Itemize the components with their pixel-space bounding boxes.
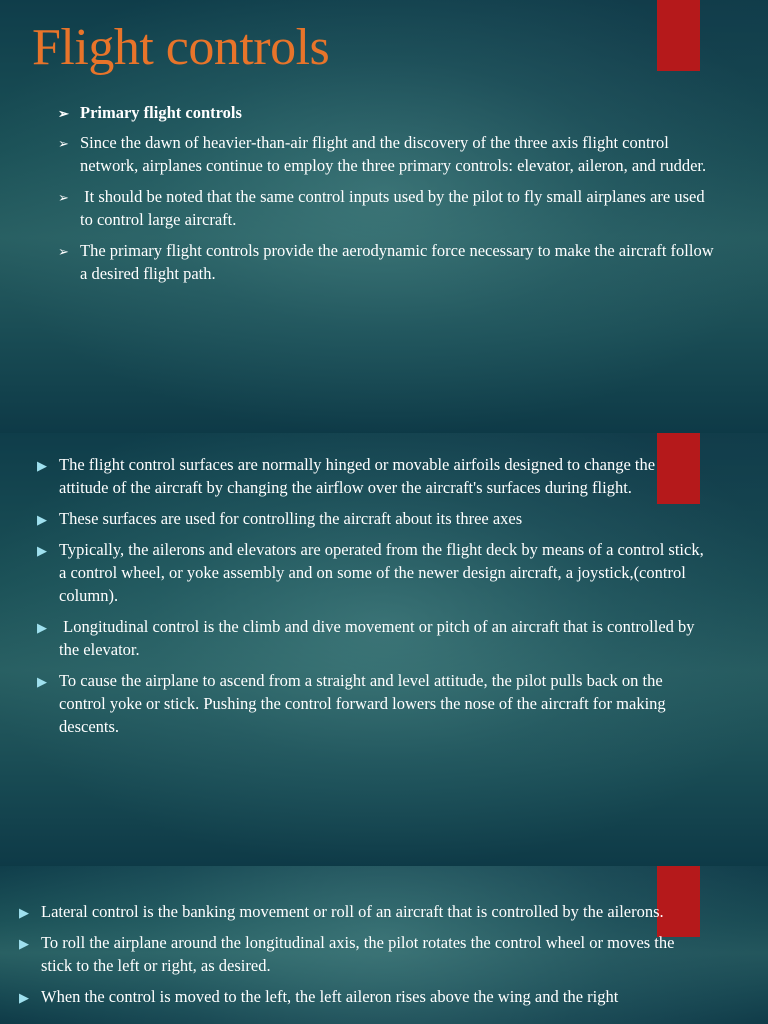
bullet-list (37, 453, 707, 746)
slide-3 (0, 866, 768, 1024)
slide-title: Flight controls (32, 19, 330, 76)
list-item (19, 931, 709, 977)
triangle-bullet-icon: ▶ (37, 543, 47, 558)
triangle-bullet-icon: ▶ (37, 458, 47, 473)
list-item (37, 669, 707, 738)
red-accent-bar (657, 0, 700, 71)
list-item (58, 131, 718, 177)
list-item (37, 538, 707, 607)
arrowhead-bullet-icon: ➢ (58, 136, 69, 151)
triangle-bullet-icon: ▶ (37, 620, 47, 635)
triangle-bullet-icon: ▶ (37, 674, 47, 689)
list-item (37, 615, 707, 661)
list-item (58, 101, 718, 124)
arrowhead-bullet-icon: ➢ (58, 106, 69, 121)
triangle-bullet-icon: ▶ (19, 936, 29, 951)
list-item (37, 453, 707, 499)
list-item-text: To roll the airplane around the longitudinal axis, the pilot rotates the control wheel or moves the stick to the left or right, as desired. (41, 933, 675, 975)
list-item-text: The primary flight controls provide the aerodynamic force necessary to make the aircraft follow a desired flight path. (80, 241, 714, 283)
list-item-text: To cause the airplane to ascend from a straight and level attitude, the pilot pulls back on the control yoke or stick. Pushing the control forward lowers the nose of the aircraft for making descents. (59, 671, 666, 736)
list-item-text: Since the dawn of heavier-than-air flight and the discovery of the three axis flight control network, airplanes continue to employ the three primary controls: elevator, aileron, and rudder. (80, 133, 707, 175)
slide-1 (0, 0, 768, 432)
list-item (58, 185, 718, 231)
bullet-list (19, 900, 709, 1016)
list-item-text: Typically, the ailerons and elevators are operated from the flight deck by means of a control stick, a control wheel, or yoke assembly and on some of the newer design aircraft, a joystick,(control column). (59, 540, 704, 605)
triangle-bullet-icon: ▶ (19, 905, 29, 920)
triangle-bullet-icon: ▶ (37, 512, 47, 527)
list-item (37, 507, 707, 530)
list-item (19, 900, 709, 923)
list-item (58, 239, 718, 285)
list-item-text: Longitudinal control is the climb and dive movement or pitch of an aircraft that is controlled by the elevator. (59, 617, 699, 659)
arrowhead-bullet-icon: ➢ (58, 190, 69, 205)
arrowhead-bullet-icon: ➢ (58, 244, 69, 259)
list-item (19, 985, 709, 1008)
list-item-text: These surfaces are used for controlling the aircraft about its three axes (59, 509, 523, 528)
triangle-bullet-icon: ▶ (19, 990, 29, 1005)
list-item-text: When the control is moved to the left, the left aileron rises above the wing and the right (41, 987, 619, 1006)
list-item-text: Primary flight controls (80, 103, 242, 122)
list-item-text: The flight control surfaces are normally hinged or movable airfoils designed to change the attitude of the aircraft by changing the airflow over the aircraft's surfaces during flight. (59, 455, 656, 497)
slide-2 (0, 433, 768, 865)
bullet-list (58, 101, 718, 293)
list-item-text: It should be noted that the same control inputs used by the pilot to fly small airplanes are used to control large aircraft. (80, 187, 709, 229)
list-item-text: Lateral control is the banking movement or roll of an aircraft that is controlled by the ailerons. (41, 902, 664, 921)
